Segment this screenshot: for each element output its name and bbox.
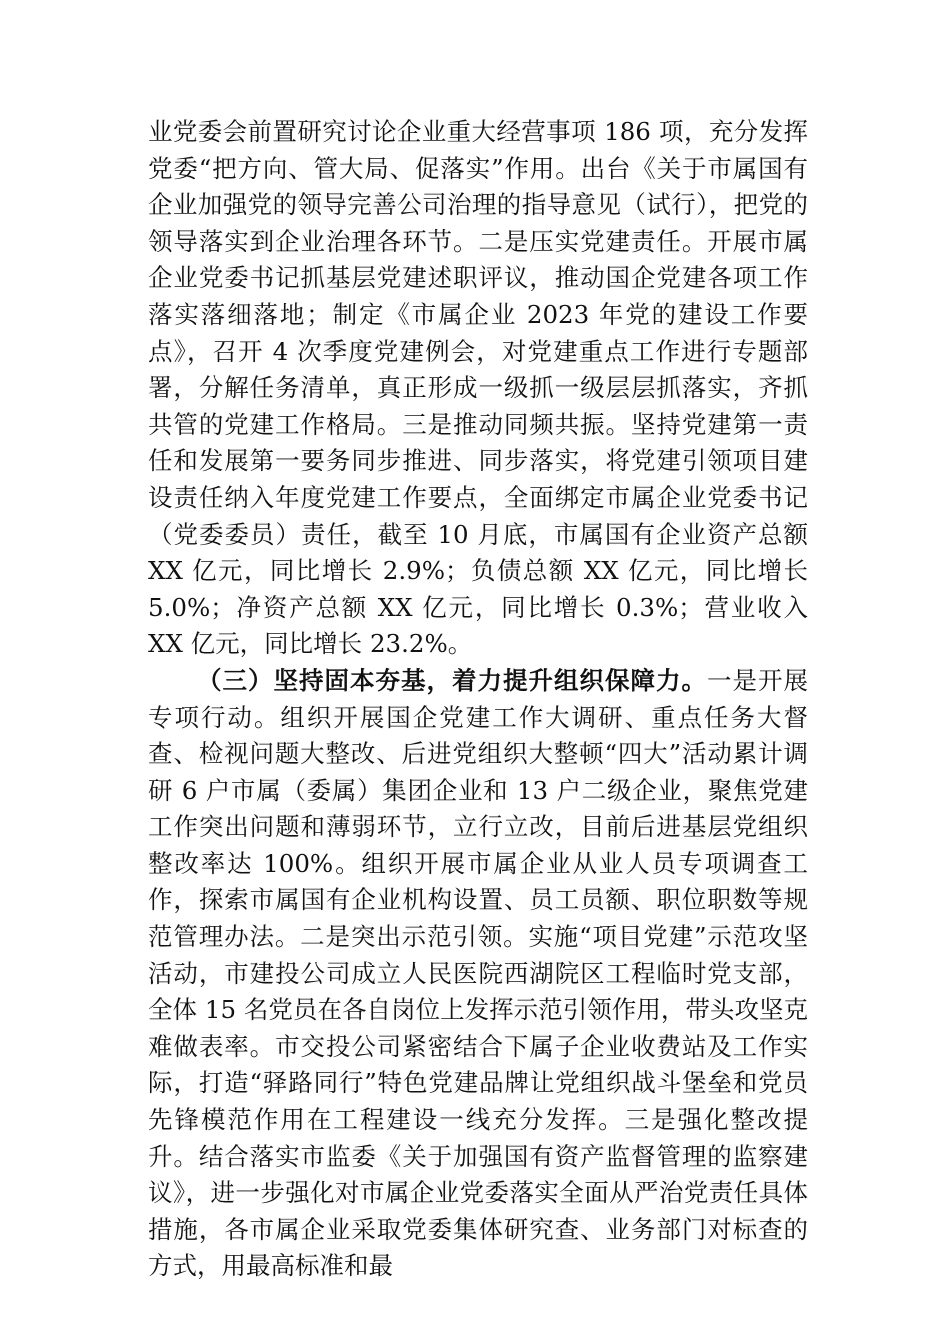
paragraph-continued: 业党委会前置研究讨论企业重大经营事项 186 项，充分发挥党委“把方向、管大局、促落实”作用。出台《关于市属国有企业加强党的领导完善公司治理的指导意见（试行），把党的领导落实到企业治理各环节。二是压实党建责任。开展市属企业党委书记抓基层党建述职评议，推动国企党建各项工作落实落细落地；制定《市属企业 2023 年党的建设工作要点》，召开 4 次季度党建例会，对党建重点工作进行专题部署，分解任务清单，真正形成一级抓一级层层抓落实，齐抓共管的党建工作格局。三是推动同频共振。坚持党建第一责任和发展第一要务同步推进、同步落实，将党建引领项目建设责任纳入年度党建工作要点，全面绑定市属企业党委书记（党委委员）责任，截至 10 月底，市属国有企业资产总额 XX 亿元，同比增长 2.9%；负债总额 XX 亿元，同比增长 5.0%；净资产总额 XX 亿元，同比增长 0.3%；营业收入 XX 亿元，同比增长 23.2%。: [148, 117, 808, 659]
document-body: [148, 114, 808, 1285]
section-body: 一是开展专项行动。组织开展国企党建工作大调研、重点任务大督查、检视问题大整改、后进党组织大整顿“四大”活动累计调研 6 户市属（委属）集团企业和 13 户二级企业，聚焦党建工作突出问题和薄弱环节，立行立改，目前后进基层党组织整改率达 100%。组织开展市属企业从业人员专项调查工作，探索市属国有企业机构设置、员工员额、职位职数等规范管理办法。二是突出示范引领。实施“项目党建”示范攻坚活动，市建投公司成立人民医院西湖院区工程临时党支部，全体 15 名党员在各自岗位上发挥示范引领作用，带头攻坚克难做表率。市交投公司紧密结合下属子企业收费站及工作实际，打造“驿路同行”特色党建品牌让党组织战斗堡垒和党员先锋模范作用在工程建设一线充分发挥。三是强化整改提升。结合落实市监委《关于加强国有资产监督管理的监察建议》，进一步强化对市属企业党委落实全面从严治党责任具体措施，各市属企业采取党委集体研究查、业务部门对标查的方式，用最高标准和最: [148, 665, 808, 1281]
paragraph-section-three: [148, 663, 808, 1285]
section-heading: （三）坚持固本夯基，着力提升组织保障力。: [197, 665, 707, 695]
